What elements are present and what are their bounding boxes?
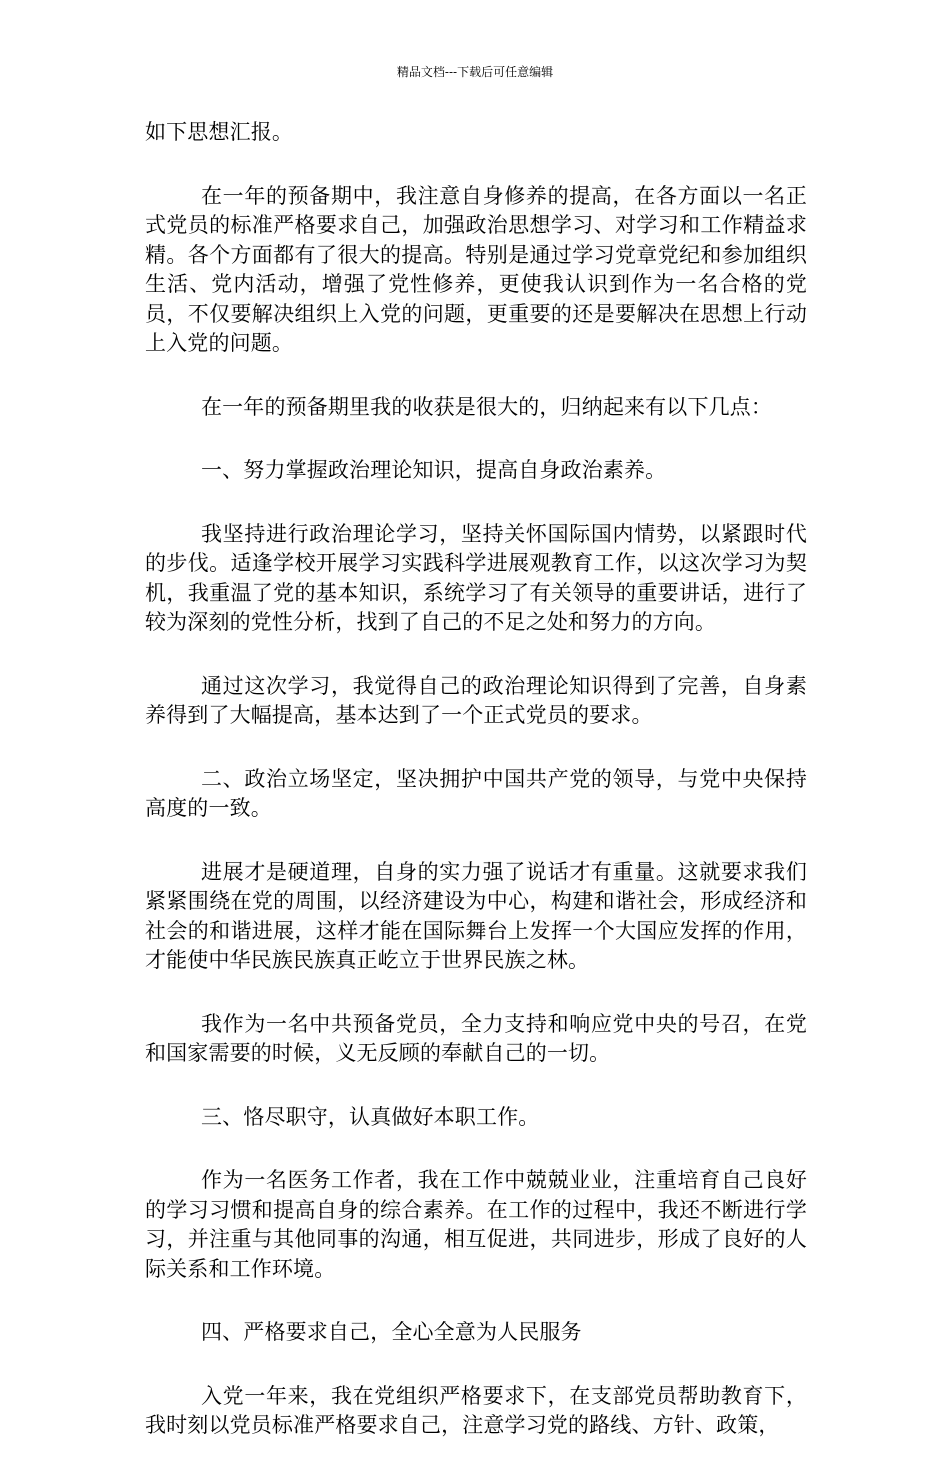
paragraph-medical-work: 作为一名医务工作者，我在工作中兢兢业业，注重培育自己良好的学习习惯和提高自身的综合素养。在工作的过程中，我还不断进行学习，并注重与其他同事的沟通，相互促进，共同进步，形成了良好的人际关系和工作环境。 — [145, 1168, 807, 1281]
heading-point-four: 四、严格要求自己，全心全意为人民服务 — [201, 1320, 582, 1344]
paragraph-theory-study: 我坚持进行政治理论学习，坚持关怀国际国内情势，以紧跟时代的步伐。适逢学校开展学习实践科学进展观教育工作，以这次学习为契机，我重温了党的基本知识，系统学习了有关领导的重要讲话，进行了较为深刻的党性分析，找到了自己的不足之处和努力的方向。 — [145, 521, 807, 634]
paragraph-development: 进展才是硬道理，自身的实力强了说话才有重量。这就要求我们紧紧围绕在党的周围，以经济建设为中心，构建和谐社会，形成经济和社会的和谐进展，这样才能在国际舞台上发挥一个大国应发挥的作用，才能使中华民族民族真正屹立于世界民族之林。 — [145, 859, 807, 972]
paragraph-one-year: 入党一年来，我在党组织严格要求下，在支部党员帮助教育下，我时刻以党员标准严格要求自己，注意学习党的路线、方针、政策， — [145, 1383, 807, 1437]
paragraph-harvest-summary: 在一年的预备期里我的收获是很大的，归纳起来有以下几点： — [201, 394, 773, 419]
heading-point-one: 一、努力掌握政治理论知识，提高自身政治素养。 — [201, 458, 667, 482]
page-header: 精品文档---下载后可任意编辑 — [396, 65, 554, 79]
heading-point-three: 三、恪尽职守，认真做好本职工作。 — [201, 1104, 540, 1129]
heading-point-two: 二、政治立场坚定，坚决拥护中国共产党的领导，与党中央保持高度的一致。 — [145, 766, 807, 820]
document-body — [145, 118, 807, 1475]
paragraph-intro-line: 如下思想汇报。 — [145, 120, 294, 144]
paragraph-probation-self-cultivation: 在一年的预备期中，我注意自身修养的提高，在各方面以一名正式党员的标准严格要求自己，加强政治思想学习、对学习和工作精益求精。各个方面都有了很大的提高。特别是通过学习党章党纪和参加组织生活、党内活动，增强了党性修养，更使我认识到作为一名合格的党员，不仅要解决组织上入党的问题，更重要的还是要解决在思想上行动上入党的问题。 — [145, 183, 807, 355]
paragraph-support-call: 我作为一名中共预备党员，全力支持和响应党中央的号召，在党和国家需要的时候，义无反顾的奉献自己的一切。 — [145, 1011, 807, 1065]
paragraph-study-result: 通过这次学习，我觉得自己的政治理论知识得到了完善，自身素养得到了大幅提高，基本达到了一个正式党员的要求。 — [145, 673, 807, 727]
